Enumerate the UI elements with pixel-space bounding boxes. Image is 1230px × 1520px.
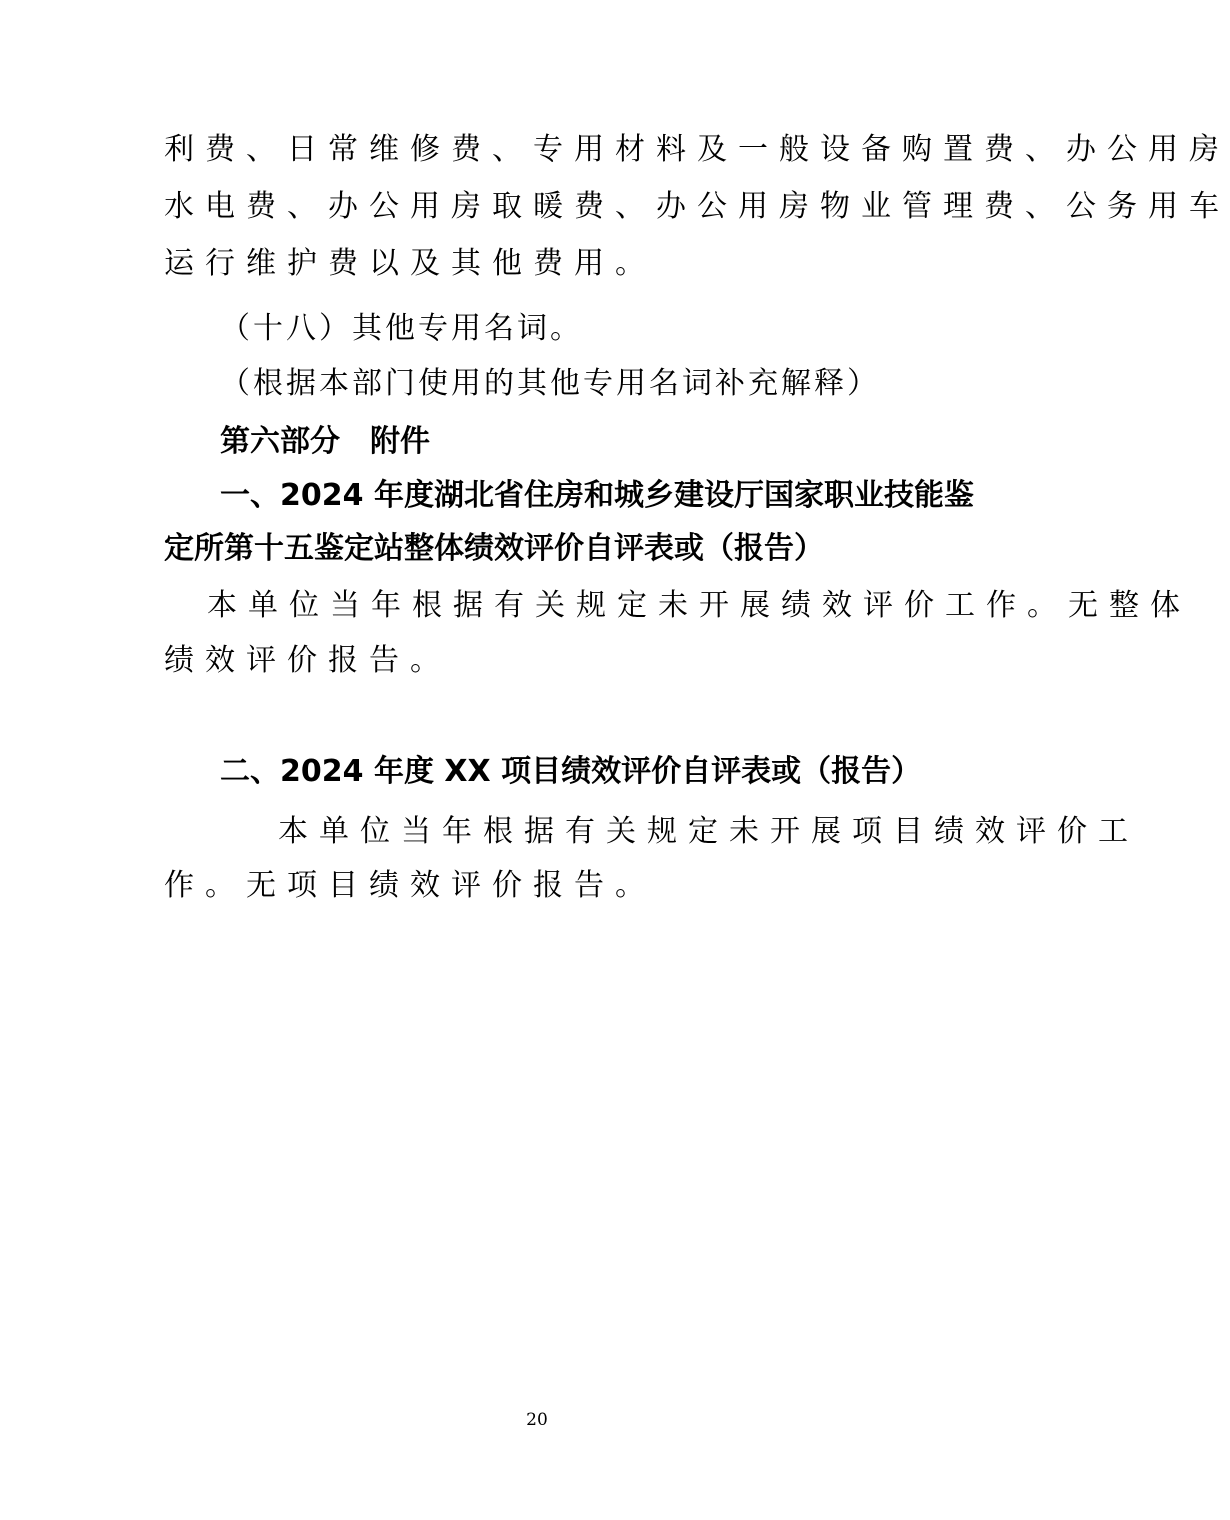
page-number: 20 [526,1410,548,1430]
paragraph-line: 水电费、办公用房取暖费、办公用房物业管理费、公务用车 [164,189,1230,224]
paragraph-line: 绩效评价报告。 [164,643,451,678]
item-18-note: （根据本部门使用的其他专用名词补充解释） [220,366,880,401]
paragraph-line: 作。无项目绩效评价报告。 [164,868,656,903]
paragraph-line: 本单位当年根据有关规定未开展绩效评价工作。无整体 [207,588,1191,623]
subsection-title: 一、2024 年度湖北省住房和城乡建设厅国家职业技能鉴 [220,478,974,513]
section-heading: 第六部分 附件 [220,424,430,459]
subsection-title: 二、2024 年度 XX 项目绩效评价自评表或（报告） [220,754,922,789]
paragraph-line: 本单位当年根据有关规定未开展项目绩效评价工 [278,814,1139,849]
item-18-heading: （十八）其他专用名词。 [220,311,583,346]
paragraph-line: 利费、日常维修费、专用材料及一般设备购置费、办公用房 [164,132,1230,167]
paragraph-line: 运行维护费以及其他费用。 [164,246,656,281]
subsection-title: 定所第十五鉴定站整体绩效评价自评表或（报告） [164,531,824,566]
